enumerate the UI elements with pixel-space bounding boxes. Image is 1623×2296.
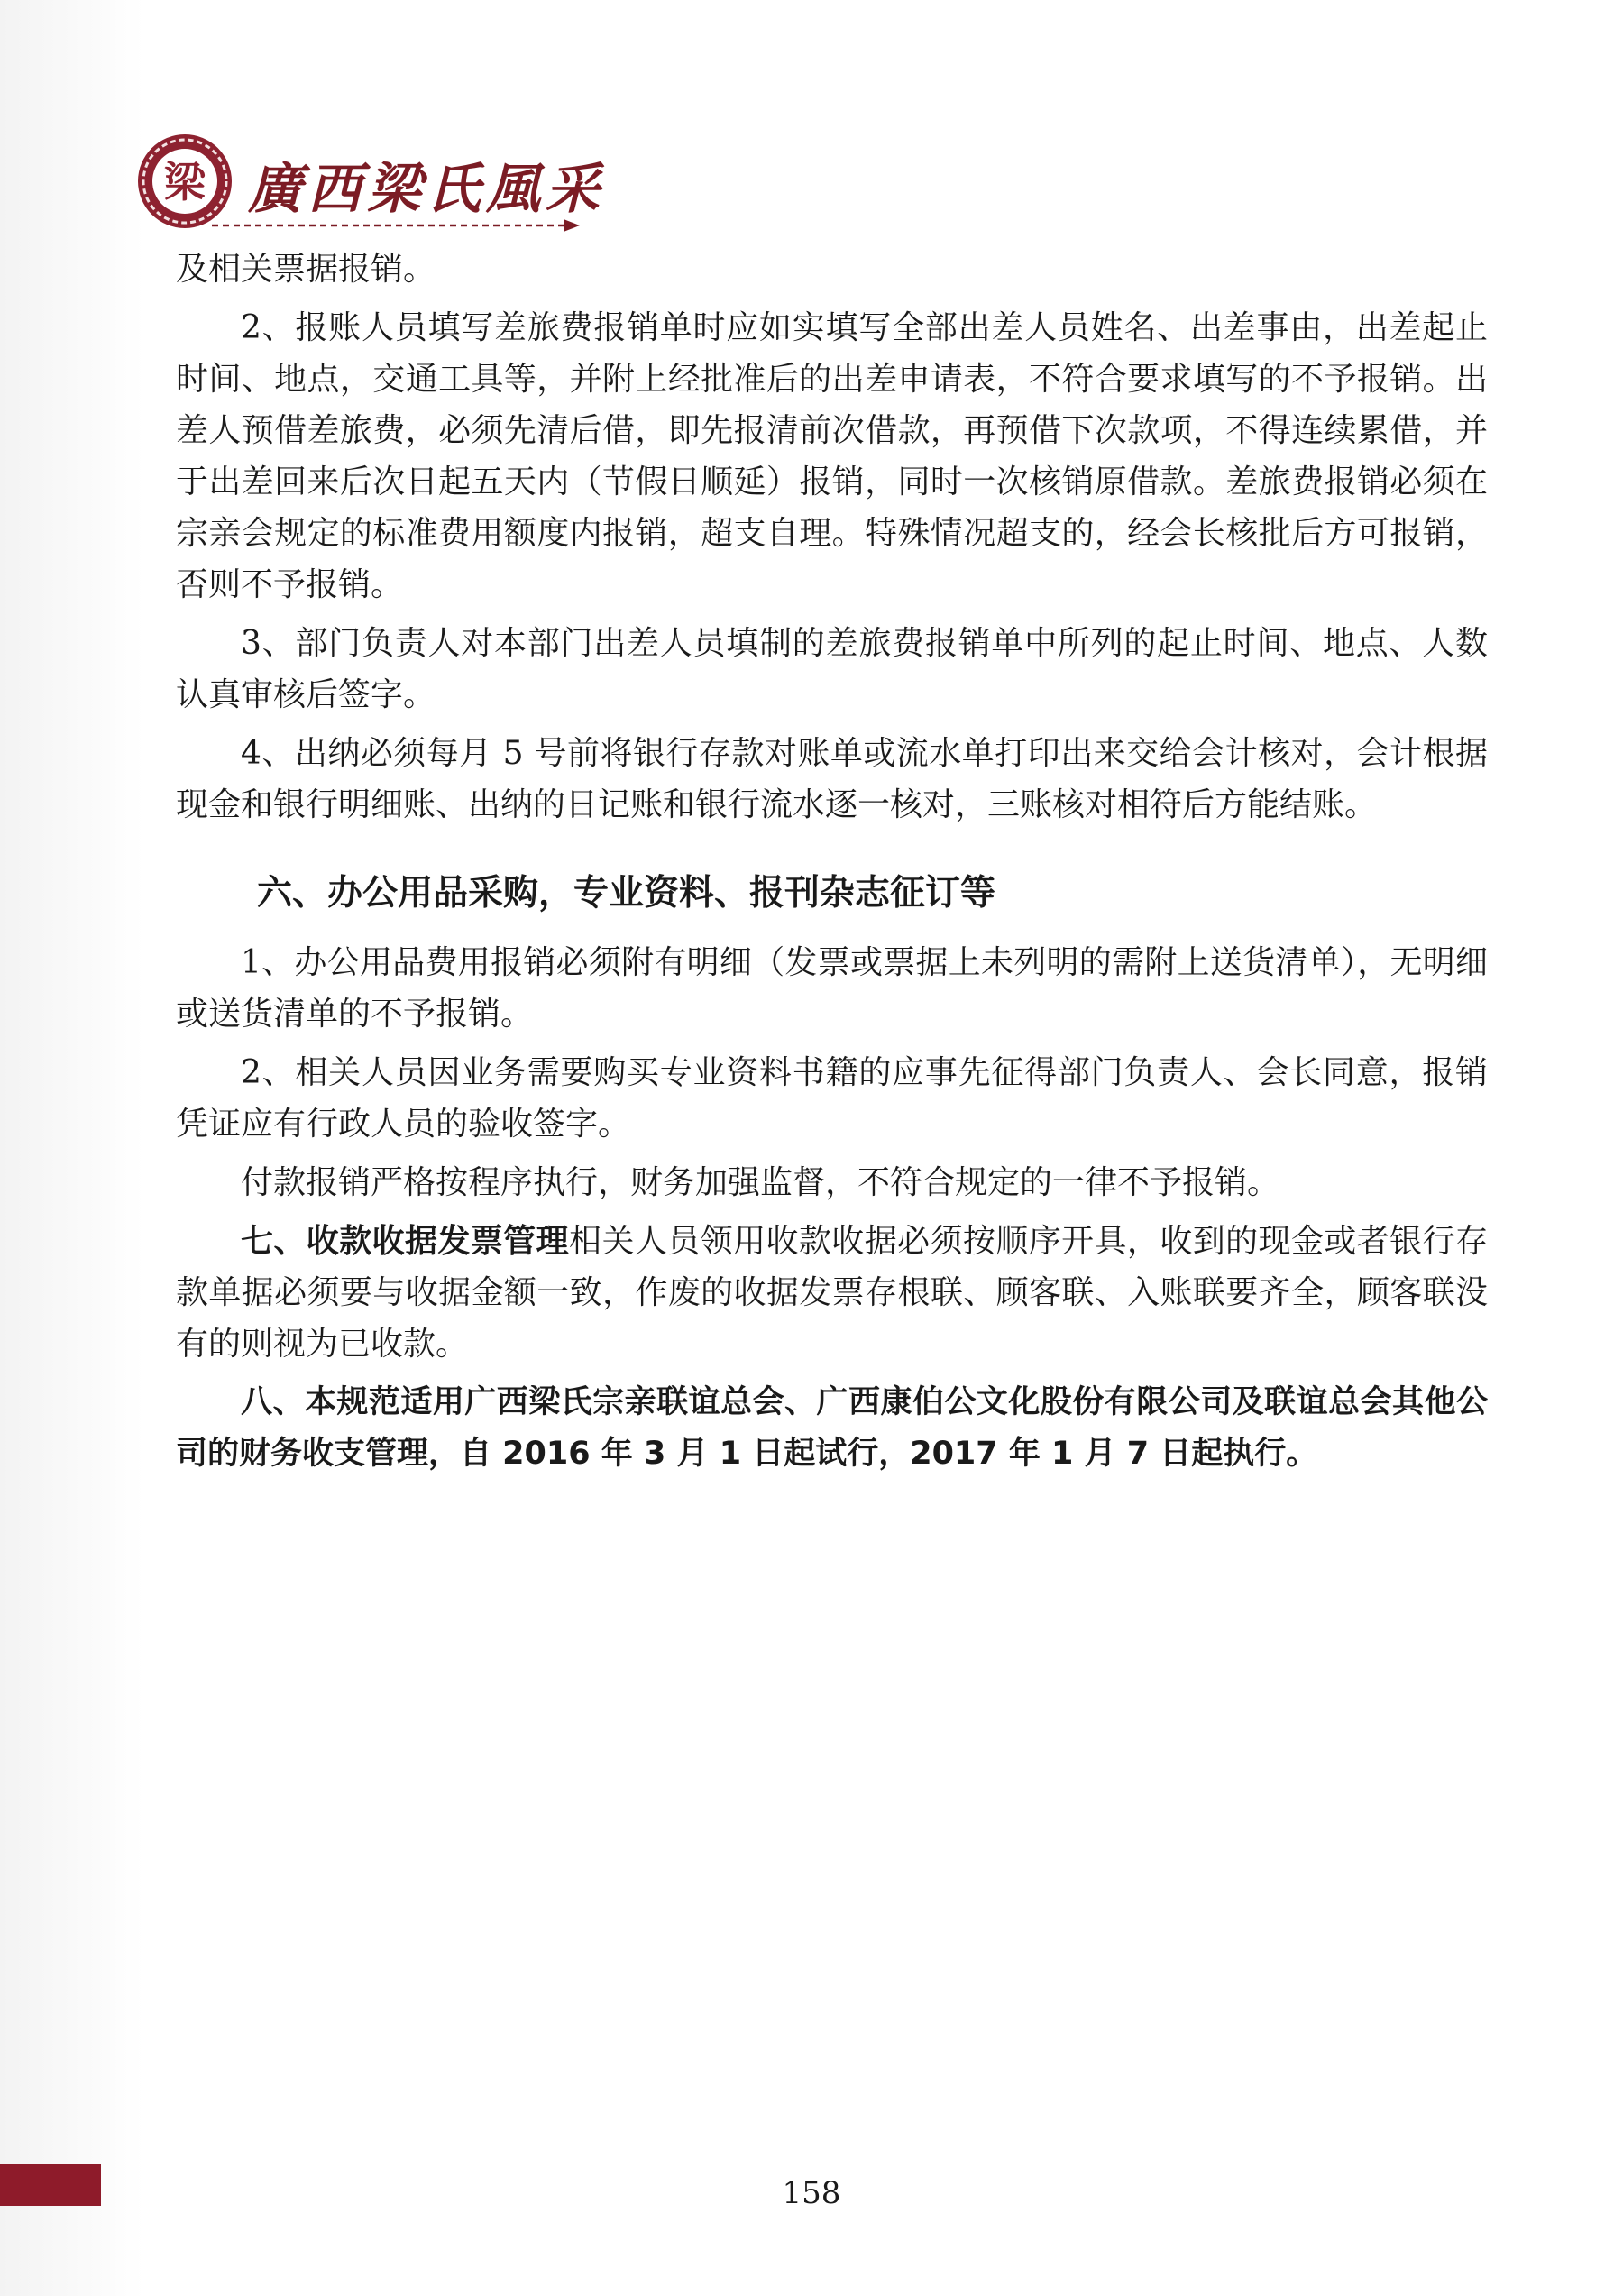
page-number: 158	[782, 2175, 841, 2211]
section-6-heading: 六、办公用品采购，专业资料、报刊杂志征订等	[257, 873, 996, 914]
paragraph-payment-supervision: 付款报销严格按程序执行，财务加强监督，不符合规定的一律不予报销。	[241, 1164, 1280, 1201]
paragraph-department-review: 3、部门负责人对本部门出差人员填制的差旅费报销单中所列的起止时间、地点、人数认真审核后签字。	[176, 625, 1488, 713]
brand-title: 廣西梁氏風采	[248, 158, 605, 221]
paragraph-section-8: 八、本规范适用广西梁氏宗亲联谊总会、广西康伯公文化股份有限公司及联谊总会其他公司的财务收支管理，自 2016 年 3 月 1 日起试行，2017 年 1 月 7 日起执行。	[176, 1384, 1488, 1472]
paragraph-office-supplies: 1、办公用品费用报销必须附有明细（发票或票据上未列明的需附上送货清单），无明细或送货清单的不予报销。	[176, 944, 1488, 1033]
paragraph-cashier-reconcile: 4、出纳必须每月 5 号前将银行存款对账单或流水单打印出来交给会计核对，会计根据现金和银行明细账、出纳的日记账和银行流水逐一核对，三账核对相符后方能结账。	[176, 735, 1488, 823]
section-7-body: 相关人员领用收款收据必须按顺序开具，收到的现金或者银行存款单据必须要与收据金额一致，作废的收据发票存根联、顾客联、入账联要齐全，顾客联没有的则视为已收款。	[176, 1223, 1488, 1363]
header-arrow-rule	[212, 216, 582, 234]
page-edge-shadow	[0, 0, 144, 2296]
paragraph-professional-materials: 2、相关人员因业务需要购买专业资料书籍的应事先征得部门负责人、会长同意，报销凭证应有行政人员的验收签字。	[176, 1054, 1488, 1143]
document-body	[176, 243, 1488, 1480]
paragraph-continuation: 及相关票据报销。	[176, 251, 436, 288]
page-header	[135, 126, 605, 243]
seal-character: 梁	[164, 158, 206, 207]
paragraph-section-7	[176, 1216, 1488, 1370]
paragraph-travel-expense: 2、报账人员填写差旅费报销单时应如实填写全部出差人员姓名、出差事由，出差起止时间、地点，交通工具等，并附上经批准后的出差申请表，不符合要求填写的不予报销。出差人预借差旅费，必须先清后借，即先报清前次借款，再预借下次款项，不得连续累借，并于出差回来后次日起五天内（节假日顺延）报销，同时一次核销原借款。差旅费报销必须在宗亲会规定的标准费用额度内报销，超支自理。特殊情况超支的，经会长核批后方可报销，否则不予报销。	[176, 309, 1488, 603]
section-7-heading: 七、收款收据发票管理	[241, 1223, 570, 1260]
